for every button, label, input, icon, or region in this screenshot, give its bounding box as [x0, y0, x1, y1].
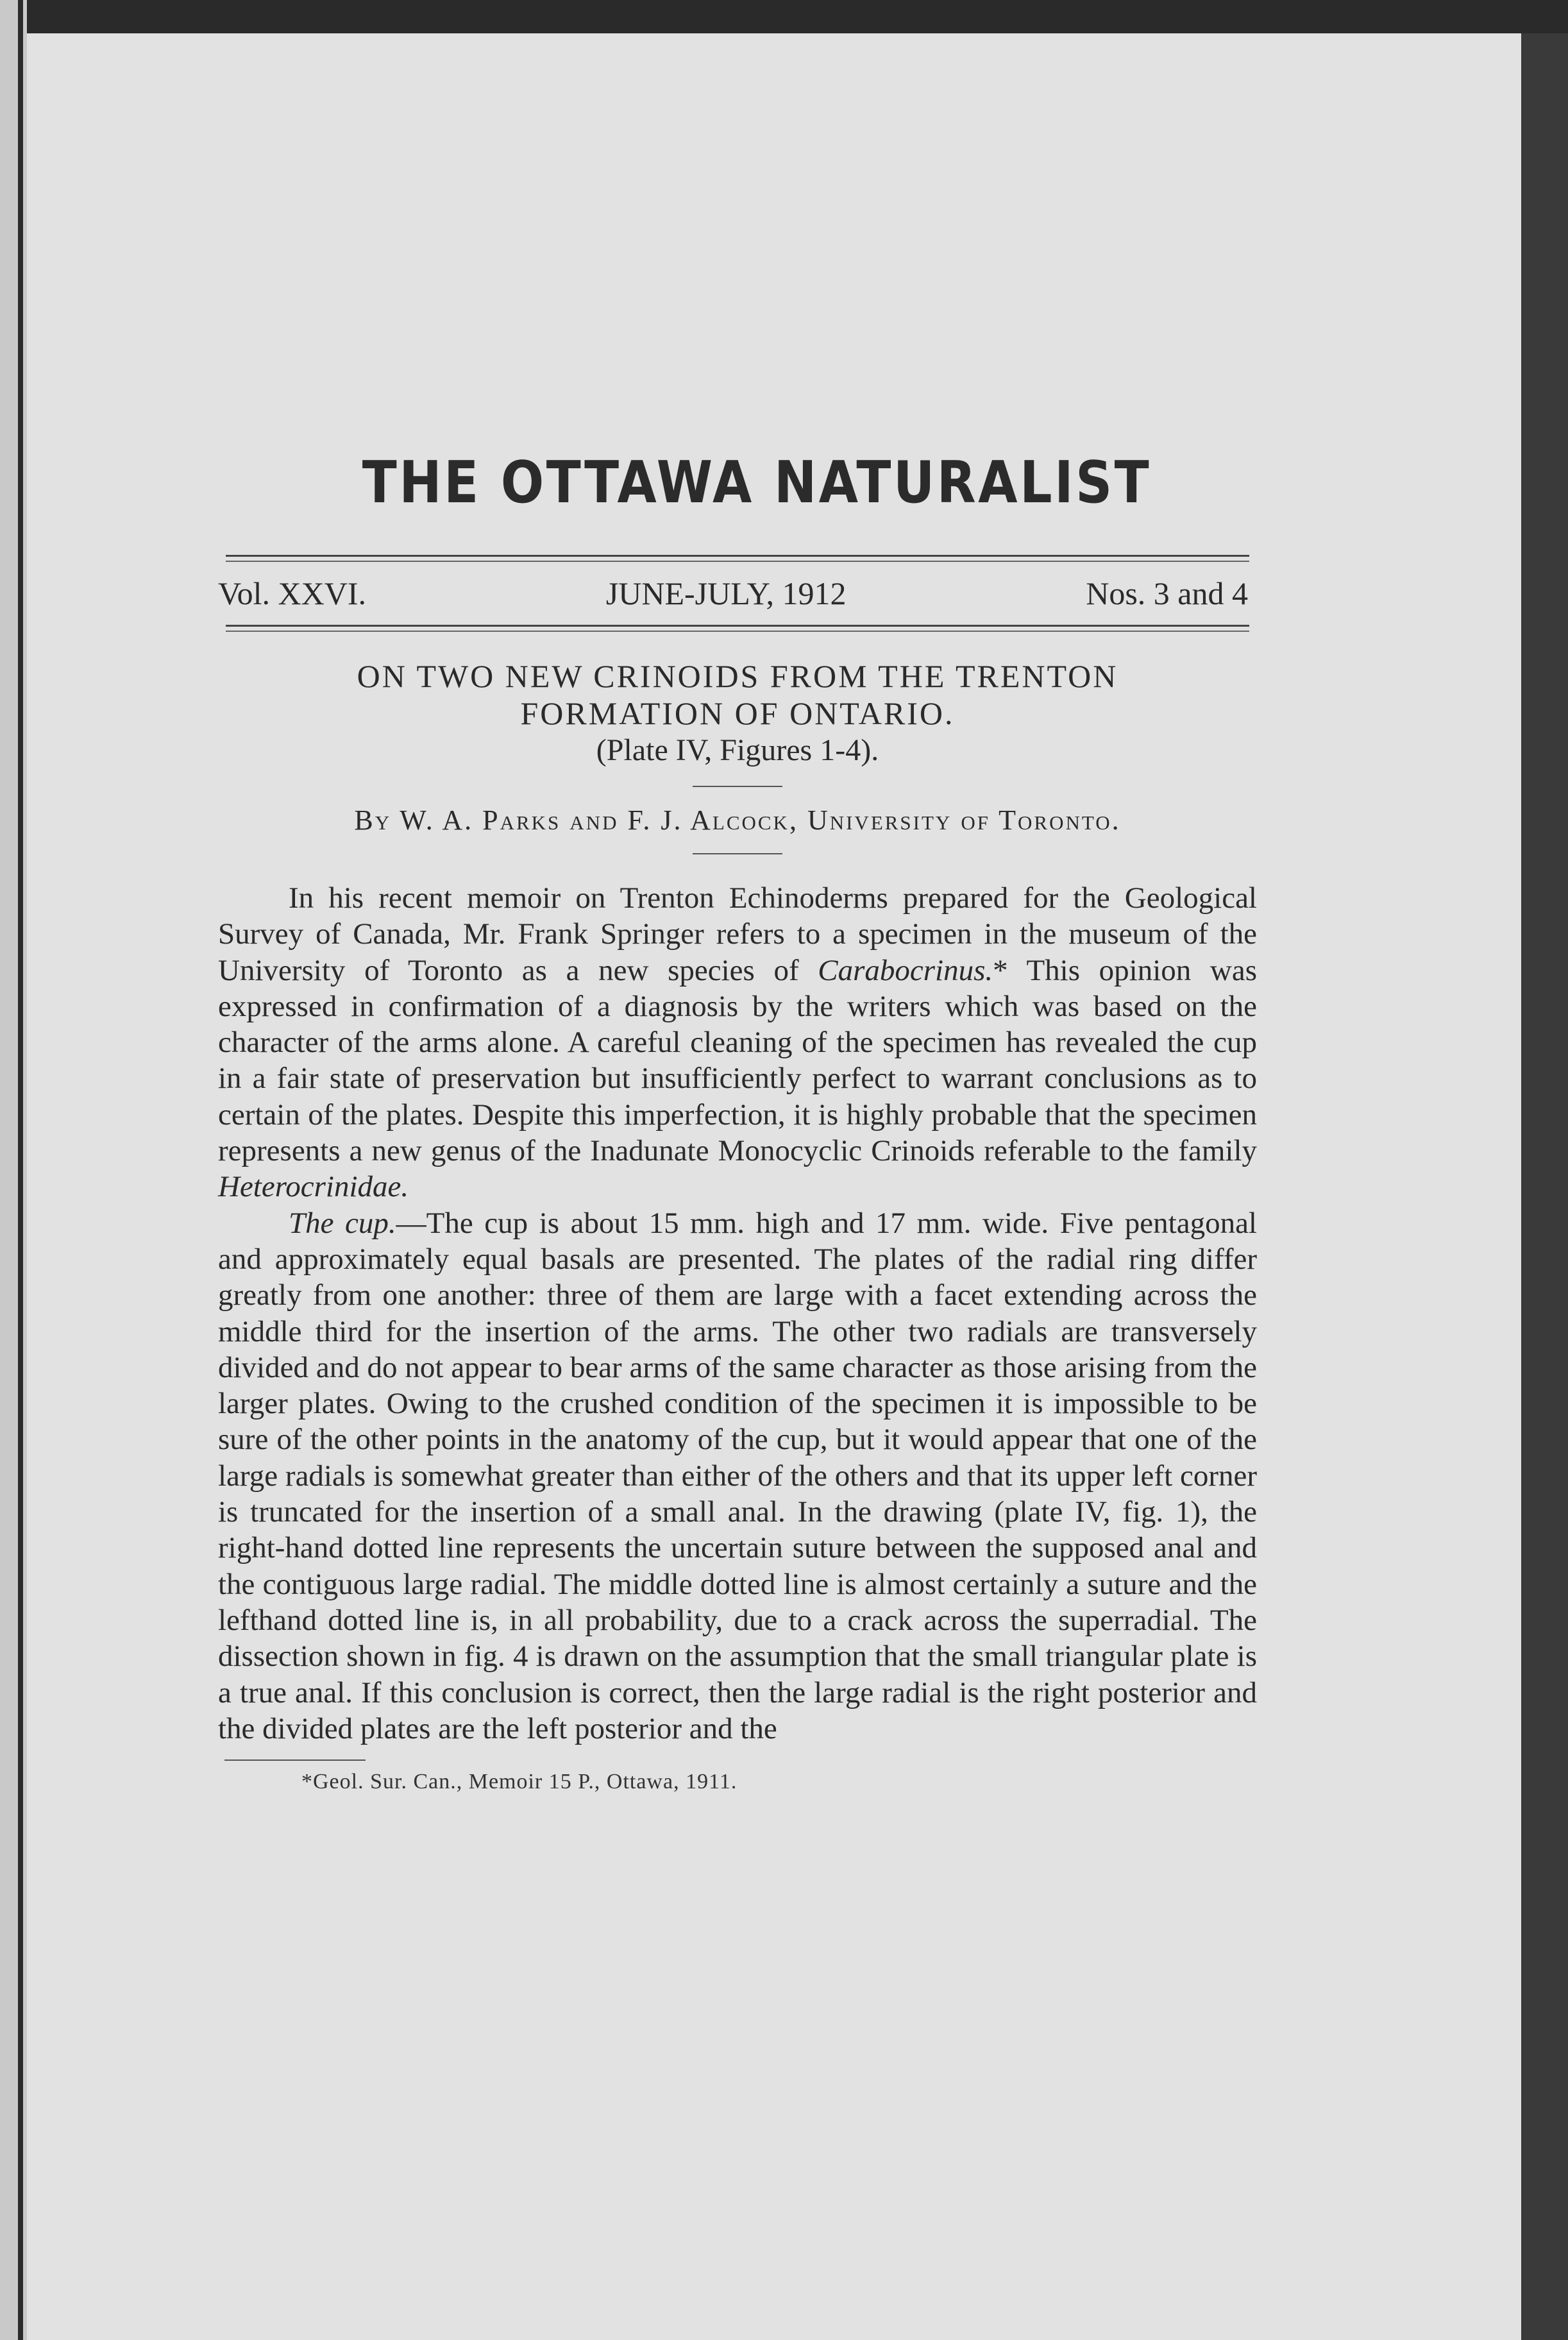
- article-title-line-2: FORMATION OF ONTARIO.: [520, 695, 955, 731]
- article-title-line-1: ON TWO NEW CRINOIDS FROM THE TRENTON: [357, 658, 1118, 694]
- plate-reference: (Plate IV, Figures 1-4).: [596, 733, 879, 767]
- issue-line: [218, 562, 1257, 625]
- paragraph-2: [218, 1205, 1257, 1747]
- page-right-edge: [1521, 33, 1568, 2340]
- section-heading-cup: The cup.: [289, 1206, 396, 1240]
- paragraph-1-text-b: * This opinion was expressed in confirmation of a diagnosis by the writers which was based on the character of the arms alone. A careful cleaning of the specimen has revealed the cup in a fair state of preservation but insufficiently perfect to warrant conclusions as to certain of the plates. Despite this imperfection, it is highly probable that the specimen represents a new genus of the Inadunate Monocyclic Crinoids referable to the family: [218, 953, 1258, 1168]
- document-content: [218, 449, 1257, 1794]
- paragraph-2-text: —The cup is about 15 mm. high and 17 mm. wide. Five pentagonal and approximately equal basals are presented. The plates of the radial ring differ greatly from one another: three of them are large with a facet extending across the middle third for the insertion of the arms. The other two radials are transversely divided and do not appear to bear arms of the same character as those arising from the larger plates. Owing to the crushed condition of the specimen it is impossible to be sure of the other points in the anatomy of the cup, but it would appear that one of the large radials is somewhat greater than either of the others and that its upper left corner is truncated for the insertion of a small anal. In the drawing (plate IV, fig. 1), the right-hand dotted line represents the uncertain suture between the supposed anal and the contiguous large radial. The middle dotted line is almost certainly a suture and the lefthand dotted line is, in all probability, due to a crack across the superradial. The dissection shown in fig. 4 is drawn on the assumption that the small triangular plate is a true anal. If this conclusion is correct, then the large radial is the right posterior and the divided plates are the left posterior and the: [218, 1206, 1257, 1745]
- footnote-rule: [224, 1759, 366, 1761]
- page-left-edge: [0, 0, 27, 2340]
- header-rule-bottom: [226, 625, 1249, 632]
- issue-date: JUNE-JULY, 1912: [605, 575, 847, 611]
- journal-title: THE OTTAWA NATURALIST: [362, 449, 1152, 516]
- header-rule-top: [226, 555, 1249, 562]
- issue-numbers: Nos. 3 and 4: [1086, 575, 1248, 611]
- article-body: [218, 880, 1257, 1747]
- article-byline: By W. A. Parks and F. J. Alcock, University of Toronto.: [354, 804, 1121, 836]
- volume-label: Vol. XXVI.: [218, 575, 367, 611]
- title-divider: [693, 786, 782, 787]
- genus-name: Carabocrinus.: [818, 953, 993, 987]
- family-name: Heterocrinidae.: [218, 1170, 409, 1204]
- paragraph-1-text-a: In his recent memoir on Trenton Echinoderms prepared for the Geological Survey of Canada, Mr. Frank Springer refers to a specimen in the museum of the University of Toronto as a new species of: [218, 881, 1257, 987]
- byline-divider: [693, 853, 782, 854]
- footnote: *Geol. Sur. Can., Memoir 15 P., Ottawa, 1911.: [301, 1770, 738, 1794]
- article-title: [218, 657, 1257, 732]
- paragraph-1: [218, 880, 1257, 1205]
